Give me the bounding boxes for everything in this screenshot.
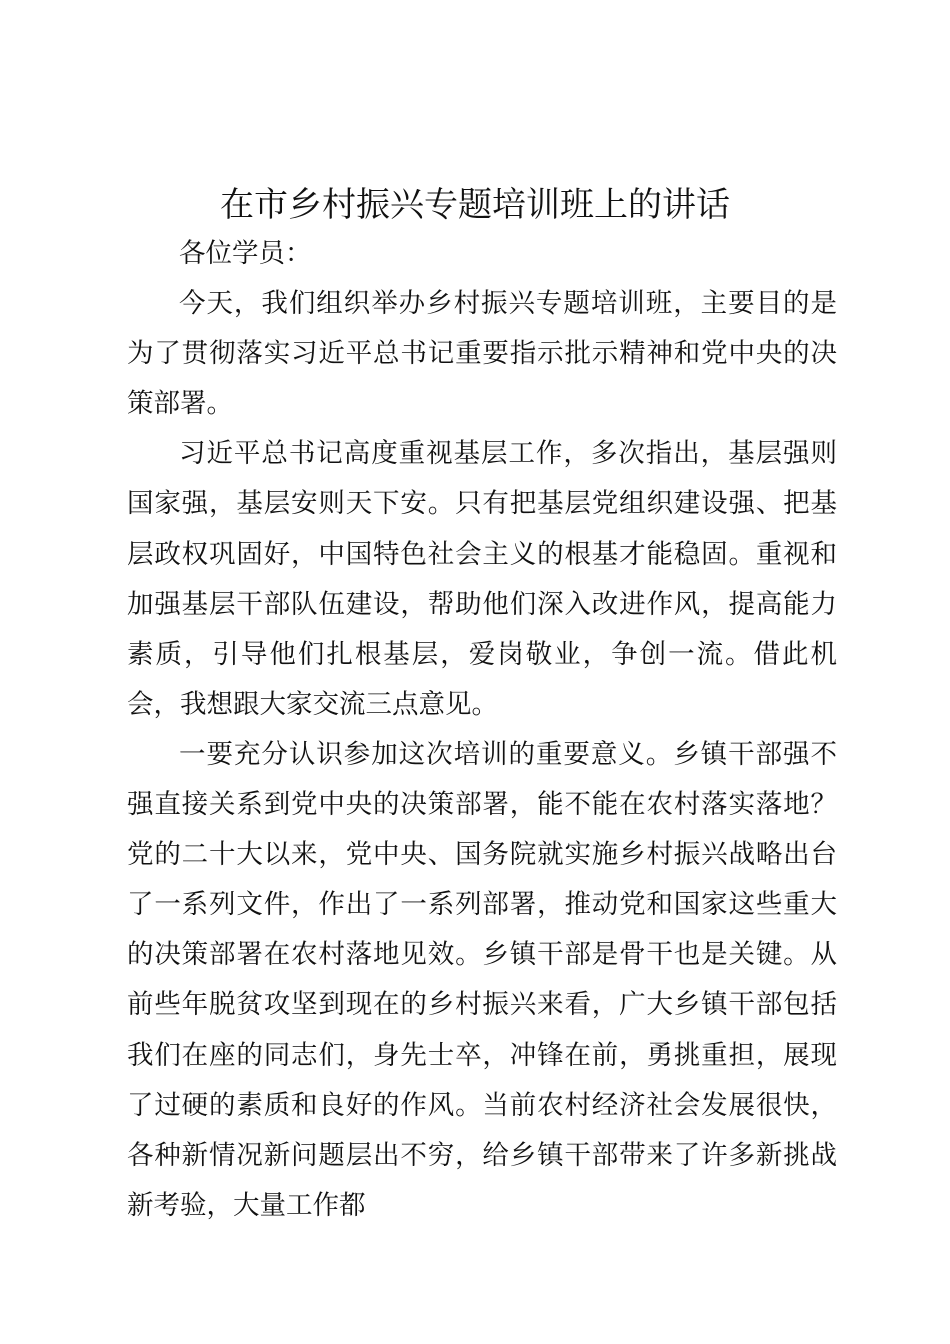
paragraph-grassroots: 习近平总书记高度重视基层工作，多次指出，基层强则国家强，基层安则天下安。只有把基层党组织建设强、把基层政权巩固好，中国特色社会主义的根基才能稳固。重视和加强基层干部队伍建设，帮助他们深入改进作风，提高能力素质，引导他们扎根基层，爱岗敬业，争创一流。借此机会，我想跟大家交流三点意见。: [127, 438, 837, 720]
document-body: [127, 229, 837, 1231]
document-title: 在市乡村振兴专题培训班上的讲话: [220, 185, 730, 225]
salutation: 各位学员：: [179, 238, 312, 269]
paragraph-point-one: 一要充分认识参加这次培训的重要意义。乡镇干部强不强直接关系到党中央的决策部署，能不能在农村落实落地？党的二十大以来，党中央、国务院就实施乡村振兴战略出台了一系列文件，作出了一系列部署，推动党和国家这些重大的决策部署在农村落地见效。乡镇干部是骨干也是关键。从前些年脱贫攻坚到现在的乡村振兴来看，广大乡镇干部包括我们在座的同志们，身先士卒，冲锋在前，勇挑重担，展现了过硬的素质和良好的作风。当前农村经济社会发展很快，各种新情况新问题层出不穷，给乡镇干部带来了许多新挑战新考验，大量工作都: [127, 738, 837, 1221]
paragraph-intro: 今天，我们组织举办乡村振兴专题培训班，主要目的是为了贯彻落实习近平总书记重要指示批示精神和党中央的决策部署。: [127, 288, 837, 420]
